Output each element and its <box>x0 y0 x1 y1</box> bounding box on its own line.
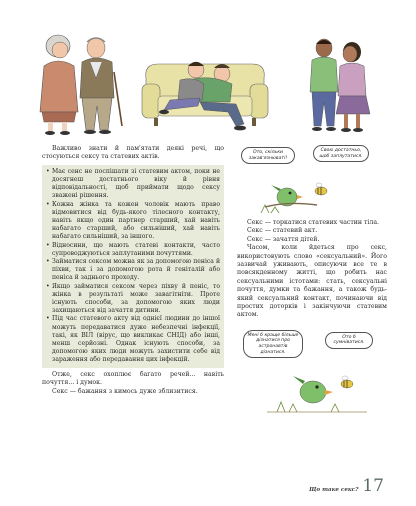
page-footer <box>309 476 384 496</box>
running-title: Що таке секс? <box>309 487 359 493</box>
key-points-box <box>42 165 224 368</box>
definition-item: Секс — статевий акт. <box>247 227 318 235</box>
list-item: • Займатися сексом можна як за допомогою пеніса й піхви, так і за допомогою рота й геніталій або пеніса й заднього проходу. <box>46 258 220 283</box>
list-item: • Під час статевого акту від однієї людини до іншої можуть передаватися дуже небезпечні інфекції, такі, як ВІЛ (вірус, що викликає СНІД) або інші, менш серйозні. Однак існують способи, за допомогою яких люди можуть захистити себе від зараження або передавання цих інфекцій. <box>46 315 220 364</box>
elderly-couple-illustration <box>30 26 130 138</box>
bird-and-bee-icon <box>267 366 367 414</box>
definition-item: Секс — зачаття дітей. <box>247 235 320 243</box>
bird-bee-comic-bottom <box>237 326 387 416</box>
speech-bubble-bee: Свою достатньо, щоб заплутатися. <box>313 145 369 162</box>
right-column <box>237 145 387 416</box>
speech-bubble-bird: Мені б краще більше дізнатися про астронавтів дізнатися. <box>243 330 303 358</box>
desire-paragraph: Секс — бажання з кимось дуже зблизитися. <box>52 387 198 395</box>
intro-paragraph: Важливо знати й пам'ятати деякі речі, що стосуються сексу та статевих актів. <box>42 145 224 161</box>
definition-item: Секс — торкатися статевих частин тіла. <box>247 219 379 226</box>
teens-kissing-illustration <box>300 30 380 140</box>
bird-and-bee-icon <box>257 175 347 215</box>
bird-bee-comic-top <box>237 145 387 215</box>
speech-bubble-bee: Ото б сумніватися. <box>325 332 373 349</box>
list-item: • Має сенс не поспішати зі статевим актом, поки не досягнеш достатнього віку й рівня відповідальності, щоб приймати щодо сексу зважені рішення. <box>46 168 220 201</box>
list-item: • Якщо займатися сексом через піхву й пеніс, то жінка в результаті може завагітніти. Проте існують способи, за допомогою яких люди захищаються від зачаття дитини. <box>46 283 220 316</box>
sex-definitions <box>237 219 387 244</box>
list-item: • Відносини, що мають статеві контакти, часто супроводжуються заплутаними почуттями. <box>46 242 220 258</box>
couple-on-sofa-illustration <box>140 40 270 138</box>
list-item: • Кожна жінка та кожен чоловік мають право відмовитися від будь-якого тілесного контакту, навіть якщо один партнер старший, хай навіть набагато старший, або сильніший, хай навіть набагато сильніший, за іншого. <box>46 201 220 242</box>
sexuality-paragraph: Часом, коли йдеться про секс, використовують слово «сексуальний». Його зазвичай уживають, описуючи все те в повсякденному житті, що робить нас сексуальними істотами: стать, сексуальні почуття, думки та бажання, а також будь-який сексуальний контакт, починаючи від простих доторків і закінчуючи статевим актом. <box>237 244 387 319</box>
left-column <box>42 145 224 396</box>
key-points-list <box>46 168 220 365</box>
speech-bubble-bird: Ото, скільки закавʼязнюваті! <box>241 147 295 164</box>
page-number: 17 <box>362 476 384 496</box>
summary-paragraph: Отже, секс охоплює багато речей... навіть почуття... і думок. <box>42 370 224 387</box>
